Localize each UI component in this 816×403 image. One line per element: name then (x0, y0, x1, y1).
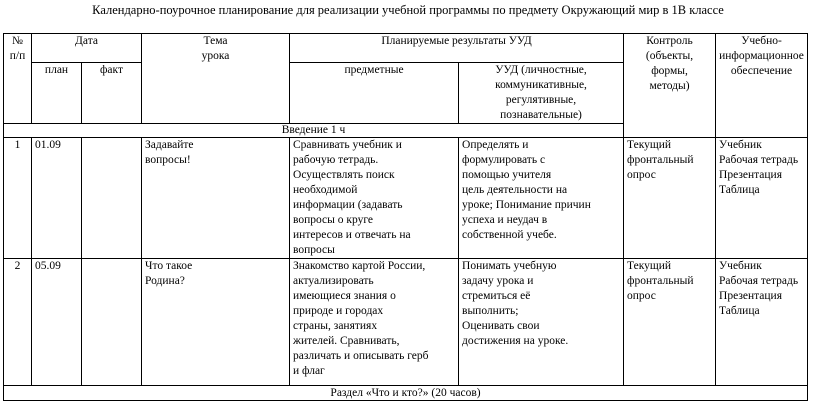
header-row (4, 34, 808, 63)
header-num: № п/п (4, 34, 32, 124)
header-support: Учебно- информационное обеспечение (716, 34, 808, 138)
header-results: Планируемые результаты УУД (290, 34, 624, 63)
cell-control: Текущий фронтальный опрос (624, 138, 716, 259)
cell-fact (82, 259, 142, 386)
cell-uud-results: Понимать учебную задачу урока и стремиться её выполнить; Оценивать свои достижения на уроке. (459, 259, 624, 386)
cell-num: 2 (4, 259, 32, 386)
lesson-plan-table (3, 33, 808, 401)
cell-subject-results: Сравнивать учебник и рабочую тетрадь. Осуществлять поиск необходимой информации (задавать вопросы о круге интересов и отвечать на вопросы (290, 138, 459, 259)
header-fact: факт (82, 63, 142, 124)
cell-uud-results: Определять и формулировать с помощью учителя цель деятельности на уроке; Понимание причин успеха и неудач в собственной учебе. (459, 138, 624, 259)
cell-num: 1 (4, 138, 32, 259)
header-control: Контроль (объекты, формы, методы) (624, 34, 716, 138)
cell-support: Учебник Рабочая тетрадь Презентация Таблица (716, 259, 808, 386)
section-label: Введение 1 ч (4, 124, 624, 138)
table-row (4, 138, 808, 259)
section-row (4, 386, 808, 401)
header-date: Дата (32, 34, 142, 63)
cell-topic: Задавайте вопросы! (142, 138, 290, 259)
cell-topic: Что такое Родина? (142, 259, 290, 386)
header-uud: УУД (личностные, коммуникативные, регулятивные, познавательные) (459, 63, 624, 124)
cell-fact (82, 138, 142, 259)
section-label: Раздел «Что и кто?» (20 часов) (4, 386, 808, 401)
cell-plan: 05.09 (32, 259, 82, 386)
header-topic: Тема урока (142, 34, 290, 124)
cell-support: Учебник Рабочая тетрадь Презентация Таблица (716, 138, 808, 259)
header-plan: план (32, 63, 82, 124)
cell-control: Текущий фронтальный опрос (624, 259, 716, 386)
table-row (4, 259, 808, 386)
page-title: Календарно-поурочное планирование для реализации учебной программы по предмету Окружающий мир в 1В классе (92, 3, 724, 17)
header-subject: предметные (290, 63, 459, 124)
cell-subject-results: Знакомство картой России, актуализировать имеющиеся знания о природе и городах страны, занятиях жителей. Сравнивать, различать и описывать герб и флаг (290, 259, 459, 386)
cell-plan: 01.09 (32, 138, 82, 259)
